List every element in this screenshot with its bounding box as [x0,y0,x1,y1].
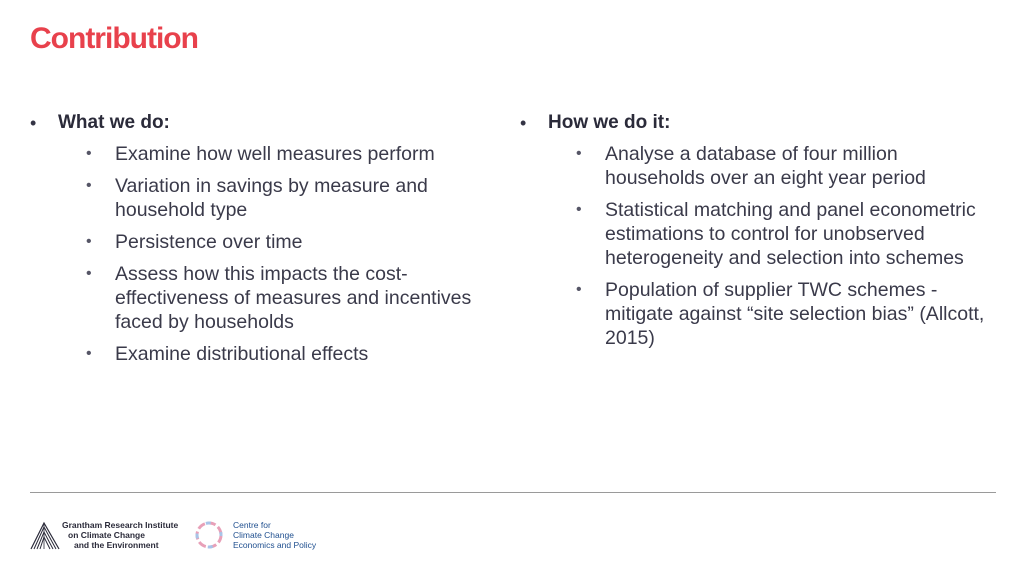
list-item-text: Persistence over time [115,231,303,253]
cccep-ring-icon [193,520,225,550]
right-list [520,142,990,350]
list-item-text: Statistical matching and panel econometric estimations to control for unobserved heterogeneity and selection into schemes [605,199,976,269]
footer-divider [30,492,996,493]
bullet-icon: • [576,201,582,218]
bullet-icon: • [86,145,92,162]
list-item-text: Examine how well measures perform [115,143,435,165]
list-item [576,278,990,350]
bullet-icon: • [576,145,582,162]
left-heading-row [30,110,490,136]
list-item [86,342,490,366]
bullet-icon: • [86,177,92,194]
left-list [30,142,490,366]
bullet-icon: • [520,113,527,133]
right-column [520,110,990,358]
right-heading-row [520,110,990,136]
list-item-text: Examine distributional effects [115,343,369,365]
bullet-icon: • [576,281,582,298]
cccep-logo-text: Centre for Climate Change Economics and Policy [233,520,317,550]
list-item [576,198,990,270]
list-item-text: Variation in savings by measure and household type [115,175,428,221]
list-item-text: Assess how this impacts the cost-effectiveness of measures and incentives faced by households [115,263,472,333]
slide-title: Contribution [30,22,198,55]
bullet-icon: • [86,345,92,362]
bullet-icon: • [86,233,92,250]
right-heading: How we do it: [548,112,671,133]
left-column [30,110,490,374]
grantham-logo [30,518,178,552]
list-item [576,142,990,190]
list-item [86,262,490,334]
grantham-logo-text: Grantham Research Institute on Climate Change and the Environment [62,520,179,550]
list-item-text: Analyse a database of four million households over an eight year period [605,143,926,189]
list-item-text: Population of supplier TWC schemes - mitigate against “site selection bias” (Allcott, 2015) [605,279,985,349]
list-item [86,142,490,166]
bullet-icon: • [30,113,37,133]
left-heading: What we do: [58,112,170,133]
bullet-icon: • [86,265,92,282]
list-item [86,230,490,254]
list-item [86,174,490,222]
mountain-icon [30,520,60,550]
cccep-logo [193,520,316,550]
